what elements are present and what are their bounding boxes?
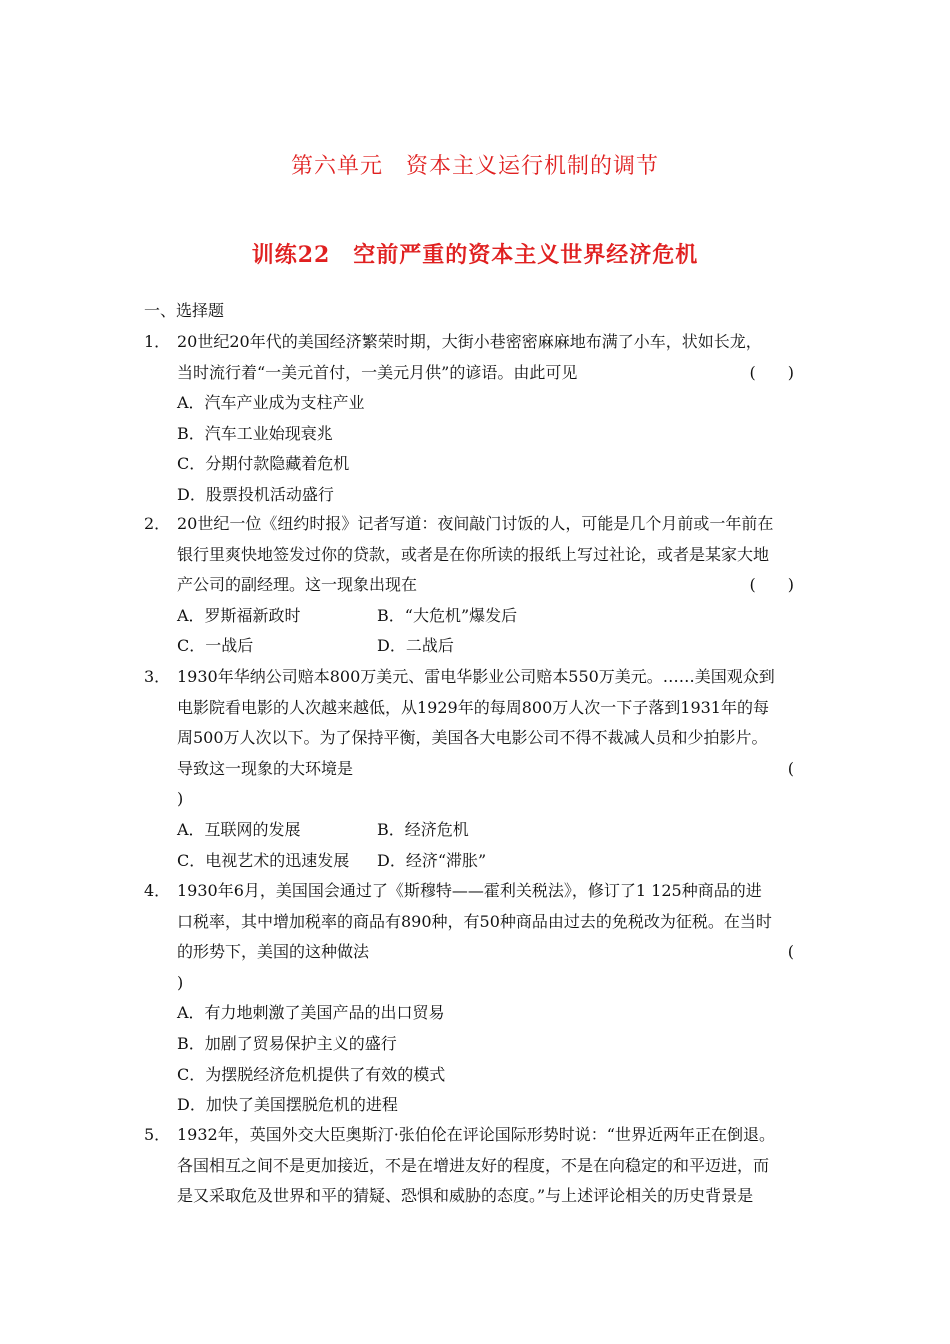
option-b: B．汽车工业始现衰兆 xyxy=(177,423,333,443)
question-stem-line: 银行里爽快地签发过你的贷款，或者是在你所读的报纸上写过社论，或者是某家大地 xyxy=(177,544,770,564)
question-4 xyxy=(144,876,824,1121)
lesson-title: 训练22 空前严重的资本主义世界经济危机 xyxy=(251,242,699,268)
question-stem-line: 当时流行着“一美元首付，一美元月供”的谚语。由此可见 xyxy=(177,362,578,382)
option-a: A．有力地刺激了美国产品的出口贸易 xyxy=(177,1003,445,1023)
section-heading: 一、选择题 xyxy=(144,301,225,320)
question-number: 1． xyxy=(144,332,171,351)
option-b: B．加剧了贸易保护主义的盛行 xyxy=(177,1033,397,1053)
question-stem-line: 1932年，英国外交大臣奥斯汀·张伯伦在评论国际形势时说：“世界近两年正在倒退。 xyxy=(177,1125,775,1144)
answer-blank-open: ( xyxy=(787,758,794,778)
option-a: A．汽车产业成为支柱产业 xyxy=(177,393,365,413)
question-5 xyxy=(144,1120,824,1212)
answer-blank-close: ) xyxy=(177,972,184,992)
option-a: A．罗斯福新政时 xyxy=(177,605,301,625)
question-2 xyxy=(144,509,824,662)
option-d: D．经济“滞胀” xyxy=(377,850,487,870)
option-b: B．“大危机”爆发后 xyxy=(377,605,518,625)
question-stem-line: 20世纪20年代的美国经济繁荣时期，大街小巷密密麻麻地布满了小车，状如长龙， xyxy=(177,332,762,351)
question-stem-line: 是又采取危及世界和平的猜疑、恐惧和威胁的态度。”与上述评论相关的历史背景是 xyxy=(177,1186,754,1206)
answer-blank: ( ) xyxy=(749,362,794,382)
option-a: A．互联网的发展 xyxy=(177,819,301,839)
option-c: C．一战后 xyxy=(177,636,254,656)
question-number: 3． xyxy=(144,667,171,686)
answer-blank-close: ) xyxy=(177,789,184,809)
question-1 xyxy=(144,327,824,511)
option-d: D．加快了美国摆脱危机的进程 xyxy=(177,1095,398,1115)
question-stem-line: 周500万人次以下。为了保持平衡，美国各大电影公司不得不裁减人员和少拍影片。 xyxy=(177,728,768,748)
question-number: 4． xyxy=(144,881,171,900)
question-stem-line: 口税率，其中增加税率的商品有890种，有50种商品由过去的免税改为征税。在当时 xyxy=(177,911,772,931)
question-3 xyxy=(144,662,824,876)
question-stem-line: 1930年6月，美国国会通过了《斯穆特——霍利关税法》，修订了1 125种商品的进 xyxy=(177,881,762,900)
option-d: D．二战后 xyxy=(377,636,454,656)
question-stem-line: 电影院看电影的人次越来越低，从1929年的每周800万人次一下子落到1931年的每 xyxy=(177,697,769,717)
option-c: C．分期付款隐藏着危机 xyxy=(177,454,350,474)
unit-title: 第六单元 资本主义运行机制的调节 xyxy=(290,154,659,179)
question-stem-line: 产公司的副经理。这一现象出现在 xyxy=(177,575,418,595)
question-stem-line: 的形势下，美国的这种做法 xyxy=(177,942,370,962)
question-stem-line: 1930年华纳公司赔本800万美元、雷电华影业公司赔本550万美元。……美国观众到 xyxy=(177,667,775,686)
option-b: B．经济危机 xyxy=(377,819,469,839)
question-number: 2． xyxy=(144,514,171,533)
option-c: C．电视艺术的迅速发展 xyxy=(177,850,350,870)
answer-blank: ( ) xyxy=(749,575,794,595)
option-d: D．股票投机活动盛行 xyxy=(177,484,334,504)
question-stem-line: 20世纪一位《纽约时报》记者写道：夜间敲门讨饭的人，可能是几个月前或一年前在 xyxy=(177,514,774,533)
question-number: 5． xyxy=(144,1125,171,1144)
question-stem-line: 各国相互之间不是更加接近，不是在增进友好的程度，不是在向稳定的和平迈进，而 xyxy=(177,1155,770,1175)
answer-blank-open: ( xyxy=(787,942,794,962)
question-stem-line: 导致这一现象的大环境是 xyxy=(177,758,354,778)
option-c: C．为摆脱经济危机提供了有效的模式 xyxy=(177,1064,446,1084)
